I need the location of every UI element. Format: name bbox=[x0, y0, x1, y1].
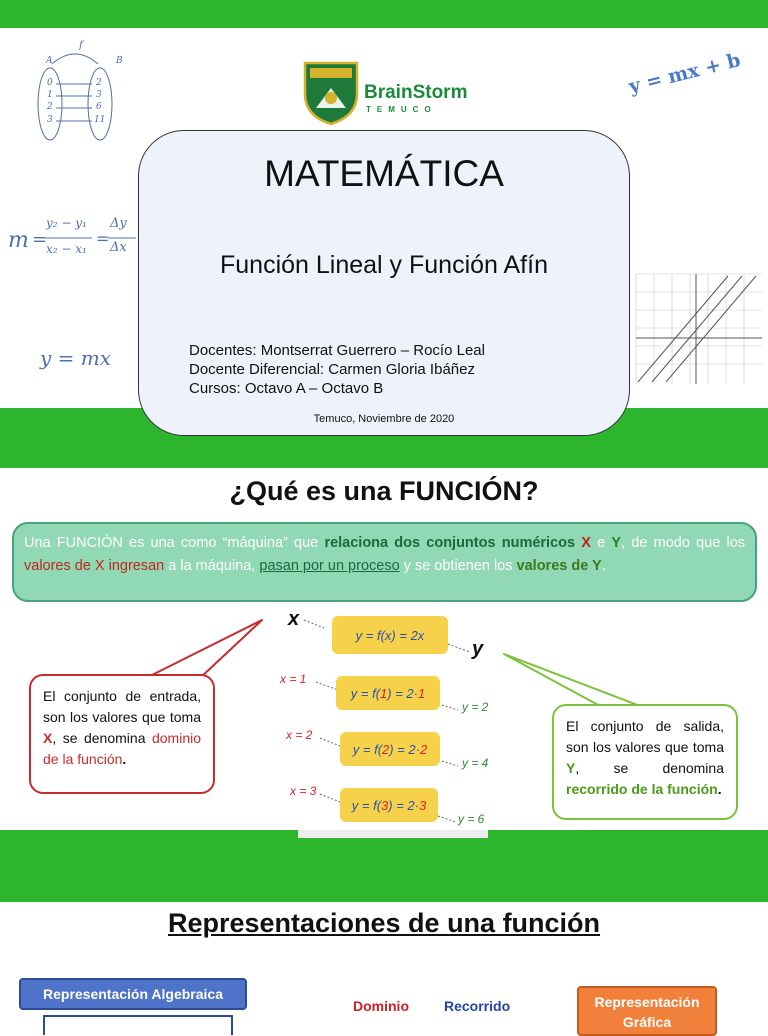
set-b-label: B bbox=[116, 56, 123, 66]
slope-denominator: x₂ − x₁ bbox=[46, 242, 87, 256]
docente-diferencial-line: Docente Diferencial: Carmen Gloria Ibáñez bbox=[189, 361, 475, 378]
def-text: valores de X ingresan bbox=[24, 558, 165, 574]
formula-arg: 1 bbox=[417, 685, 426, 701]
callout-text: , se denomina bbox=[52, 730, 152, 746]
set-b-val: 11 bbox=[94, 115, 106, 125]
formula-arg: 3 bbox=[418, 797, 427, 813]
formula-part: y = f( bbox=[352, 741, 383, 757]
formula-part: y = f( bbox=[351, 797, 382, 813]
date-location: Temuco, Noviembre de 2020 bbox=[313, 413, 455, 425]
callout-x: X bbox=[43, 730, 53, 746]
function-machine bbox=[280, 608, 493, 838]
slide-title bbox=[0, 28, 768, 425]
def-text: pasan por un proceso bbox=[259, 558, 400, 574]
page-subtitle: Función Lineal y Función Afín bbox=[220, 251, 548, 279]
set-a-label: A bbox=[46, 56, 53, 66]
def-text: e bbox=[590, 535, 612, 551]
formula-part: ) = 2· bbox=[388, 797, 419, 813]
set-mapping-diagram bbox=[30, 46, 130, 154]
slope-m: m bbox=[8, 228, 29, 253]
callout-text: El conjunto de entrada, son los valores que toma bbox=[43, 688, 201, 725]
machine-x-label: x bbox=[288, 608, 300, 630]
page-title: MATEMÁTICA bbox=[264, 153, 504, 194]
formula-arg: 2 bbox=[382, 741, 390, 757]
def-x: X bbox=[581, 535, 591, 551]
slide-heading: Representaciones de una función bbox=[167, 908, 601, 938]
slide-heading: ¿Qué es una FUNCIÓN? bbox=[229, 476, 539, 506]
dominio-label: Dominio bbox=[353, 998, 409, 1014]
set-a-val: 3 bbox=[47, 115, 53, 125]
slide-que-es-funcion bbox=[0, 468, 768, 830]
docentes-line: Docentes: Montserrat Guerrero – Rocío Leal bbox=[189, 342, 485, 359]
formula-arg: 2 bbox=[419, 741, 428, 757]
def-y: Y bbox=[611, 535, 622, 551]
slide-representaciones bbox=[0, 902, 768, 1030]
machine-y-label: y bbox=[472, 638, 484, 660]
def-text: y se obtienen los bbox=[399, 558, 517, 574]
input-x2: x = 2 bbox=[286, 728, 313, 742]
set-b-val: 2 bbox=[96, 78, 102, 88]
band-top bbox=[0, 0, 768, 28]
delta-numerator: Δy bbox=[110, 216, 127, 231]
slope-eq-sign-2: = bbox=[96, 229, 110, 248]
algebraic-formula-box bbox=[43, 1015, 233, 1035]
formula-part: y = f( bbox=[350, 685, 381, 701]
machine-row-3 bbox=[340, 788, 438, 822]
callout-text: . bbox=[122, 751, 127, 767]
recorrido-label: Recorrido bbox=[444, 998, 511, 1014]
brand-name: BrainStorm bbox=[364, 82, 468, 103]
output-y2: y = 4 bbox=[462, 756, 489, 770]
set-a-val: 1 bbox=[47, 90, 53, 100]
brainstorm-logo bbox=[302, 60, 477, 126]
input-x3: x = 3 bbox=[290, 784, 317, 798]
brand-city: TEMUCO bbox=[366, 105, 437, 114]
formula-arg: 3 bbox=[381, 797, 389, 813]
input-x1: x = 1 bbox=[280, 672, 307, 686]
set-b-val: 3 bbox=[96, 90, 102, 100]
graphic-label-line: Representación bbox=[594, 994, 700, 1010]
delta-denominator: Δx bbox=[110, 240, 127, 255]
graphic-label-line: Gráfica bbox=[622, 1014, 672, 1030]
set-a-val: 0 bbox=[47, 78, 53, 88]
arrow-f-label: f bbox=[79, 40, 83, 51]
callout-text: . bbox=[717, 781, 722, 797]
output-y3: y = 6 bbox=[458, 812, 485, 826]
school-crest-icon bbox=[302, 60, 360, 126]
output-y1: y = 2 bbox=[462, 700, 489, 714]
def-text: , de modo que los bbox=[621, 535, 746, 551]
callout-text: , se denomina bbox=[575, 760, 724, 776]
def-text: Una FUNCIÓN es una como “máquina” que bbox=[24, 535, 325, 551]
slope-eq-sign: = bbox=[32, 229, 48, 250]
callout-dominio bbox=[29, 674, 215, 794]
parallel-lines-graph-icon bbox=[636, 274, 762, 384]
callout-recorrido bbox=[552, 704, 738, 820]
callout-text: El conjunto de salida, son los valores que toma bbox=[566, 718, 724, 755]
algebraic-representation-box: Representación Algebraica bbox=[19, 978, 247, 1010]
equation-y-mx: y = mx bbox=[40, 346, 112, 370]
def-text: . bbox=[601, 558, 606, 574]
formula-part: ) = 2· bbox=[389, 741, 420, 757]
def-text: relaciona dos conjuntos numéricos bbox=[324, 535, 576, 551]
machine-formula: y = f(x) = 2x bbox=[332, 616, 448, 654]
formula-part: ) = 2· bbox=[387, 685, 418, 701]
def-text: a la máquina, bbox=[164, 558, 260, 574]
band-separator-2 bbox=[0, 830, 768, 902]
callout-y: Y bbox=[566, 760, 576, 776]
callout-recorrido-term: recorrido de la función bbox=[566, 781, 718, 797]
graphic-representation-box bbox=[577, 986, 717, 1036]
def-text: valores de Y bbox=[516, 558, 602, 574]
slope-numerator: y₂ − y₁ bbox=[46, 216, 87, 230]
docentes-block bbox=[189, 341, 485, 398]
machine-row-2 bbox=[340, 732, 440, 766]
callout-dominio-term: dominio de la función bbox=[43, 730, 201, 767]
equation-y-mx-b: y = mx + b bbox=[626, 49, 743, 98]
title-card bbox=[138, 130, 630, 436]
set-b-val: 6 bbox=[96, 102, 102, 112]
cursos-line: Cursos: Octavo A – Octavo B bbox=[189, 380, 384, 397]
formula-arg: 1 bbox=[380, 685, 388, 701]
machine-row-1 bbox=[336, 676, 440, 710]
set-a-val: 2 bbox=[47, 102, 53, 112]
